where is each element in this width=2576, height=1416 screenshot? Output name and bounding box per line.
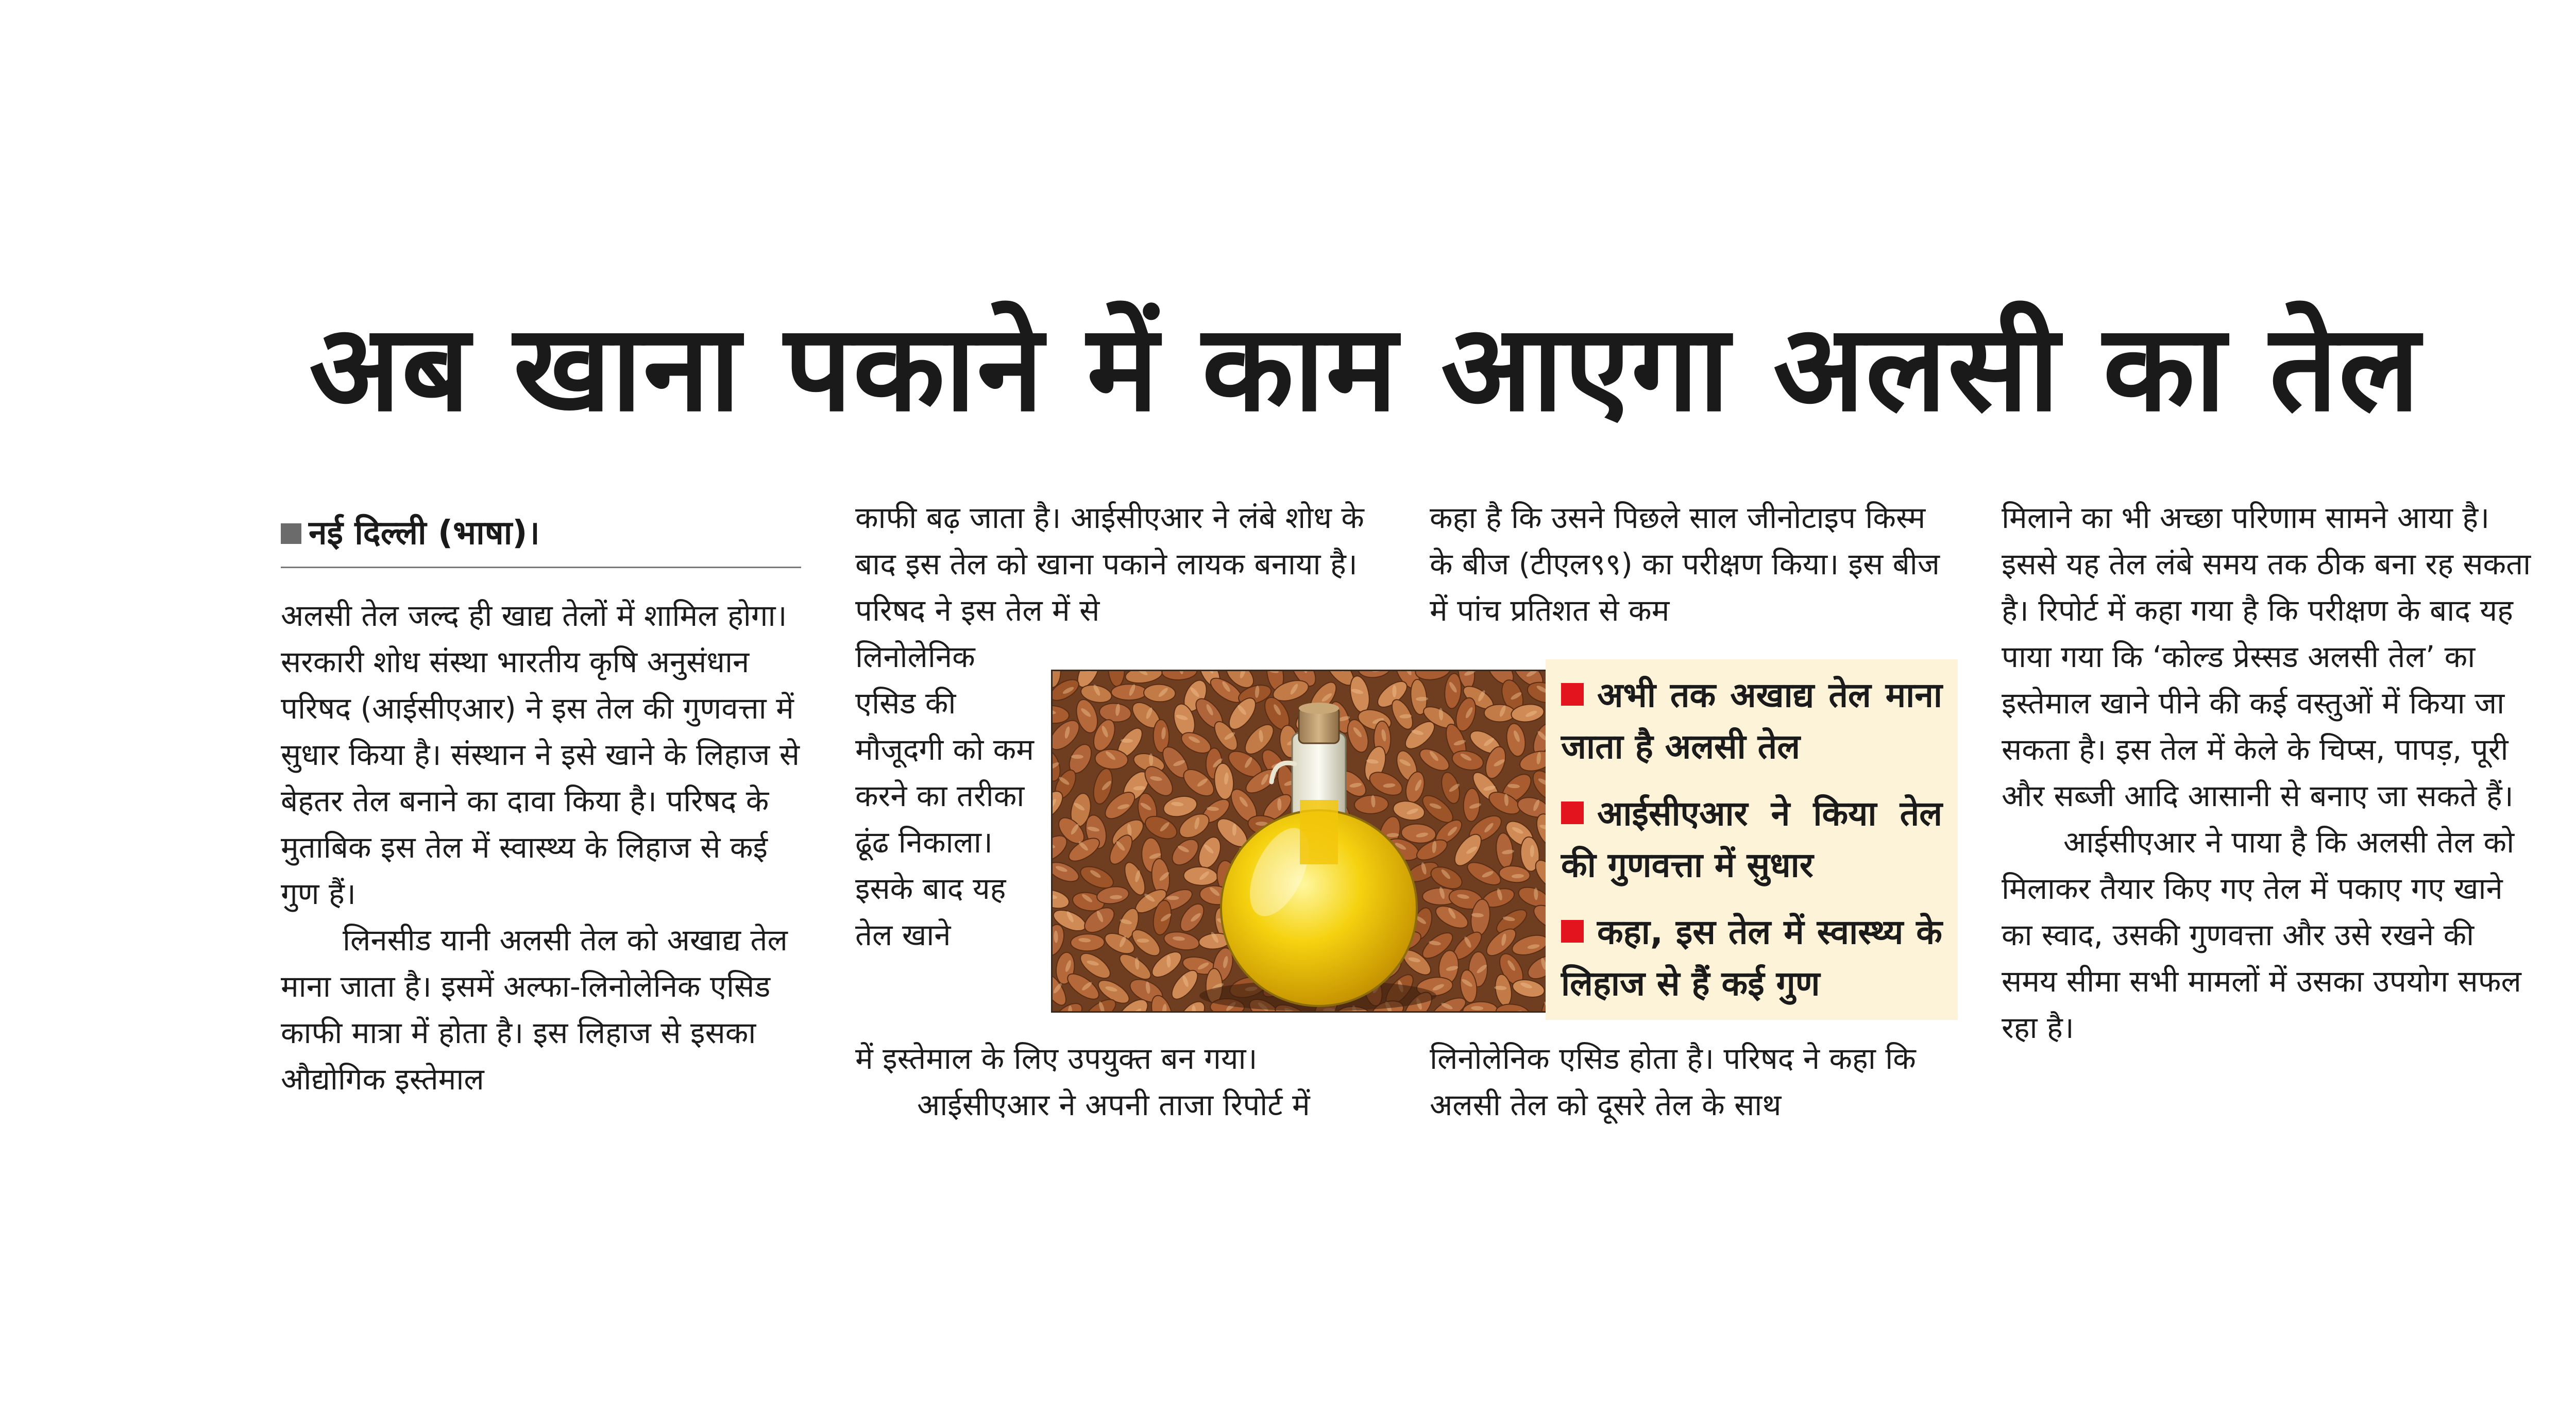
highlight-item-2: [1561, 788, 1942, 891]
highlight-item-3: [1561, 907, 1942, 1010]
column-2-top: [855, 494, 1376, 634]
col4-paragraph-1: मिलाने का भी अच्छा परिणाम सामने आया है। इससे यह तेल लंबे समय तक ठीक बना रह सकता है। रिपोर्ट में कहा गया है कि परीक्षण के बाद यह पाया गया कि ‘कोल्ड प्रेस्सड अलसी तेल’ का इस्तेमाल खाने पीने की कई वस्तुओं में किया जा सकता है। इस तेल में केले के चिप्स, पापड़, पूरी और सब्जी आदि आसानी से बनाए जा सकते हैं।: [2002, 500, 2531, 813]
column-2-bottom: [855, 1035, 1376, 1128]
highlights-box: [1546, 659, 1958, 1020]
column-1: [281, 592, 801, 1102]
col2-paragraph-2: आईसीएआर ने अपनी ताजा रिपोर्ट में: [917, 1087, 1310, 1122]
col2-text-bottom: में इस्तेमाल के लिए उपयुक्त बन गया।: [855, 1041, 1258, 1076]
col2-text-narrow: लिनोलेनिक एसिड की मौजूदगी को कम करने का तरीका ढूंढ निकाला। इसके बाद यह तेल खाने: [855, 639, 1034, 952]
headline: अब खाना पकाने में काम आएगा अलसी का तेल: [309, 299, 2421, 438]
column-4: [2002, 494, 2532, 1051]
highlight-item-1: [1561, 670, 1942, 773]
flaxseed-oil-photo: [1051, 670, 1549, 1013]
dateline: [281, 510, 796, 556]
highlight-text-1: अभी तक अखाद्य तेल माना जाता है अलसी तेल: [1561, 675, 1942, 766]
highlight-text-2: आईसीएआर ने किया तेल की गुणवत्ता में सुधार: [1561, 794, 1942, 885]
col4-paragraph-2: आईसीएआर ने पाया है कि अलसी तेल को मिलाकर तैयार किए गए तेल में पकाए गए खाने का स्वाद, उसकी गुणवत्ता और उसे रखने की समय सीमा सभी मामलों में उसका उपयोग सफल रहा है।: [2002, 825, 2521, 1045]
col2-text-top: काफी बढ़ जाता है। आईसीएआर ने लंबे शोध के बाद इस तेल को खाना पकाने लायक बनाया है। परिषद ने इस तेल में से: [855, 500, 1364, 628]
red-square-bullet-icon: [1561, 920, 1584, 943]
highlight-text-3: कहा, इस तेल में स्वास्थ्य के लिहाज से हैं कई गुण: [1561, 912, 1942, 1003]
column-3-top: [1430, 494, 1945, 634]
red-square-bullet-icon: [1561, 801, 1584, 824]
column-3-bottom: [1430, 1035, 1945, 1128]
col3-text-bottom: लिनोलेनिक एसिड होता है। परिषद ने कहा कि अलसी तेल को दूसरे तेल के साथ: [1430, 1041, 1916, 1122]
dateline-rule: [281, 567, 801, 568]
col1-paragraph-2: लिनसीड यानी अलसी तेल को अखाद्य तेल माना जाता है। इसमें अल्फा-लिनोलेनिक एसिड काफी मात्रा में होता है। इस लिहाज से इसका औद्योगिक इस्तेमाल: [281, 923, 788, 1097]
col3-text-top: कहा है कि उसने पिछले साल जीनोटाइप किस्म के बीज (टीएल९९) का परीक्षण किया। इस बीज में पांच प्रतिशत से कम: [1430, 500, 1940, 628]
col1-paragraph-1: अलसी तेल जल्द ही खाद्य तेलों में शामिल होगा। सरकारी शोध संस्था भारतीय कृषि अनुसंधान परिषद (आईसीएआर) ने इस तेल की गुणवत्ता में सुधार किया है। संस्थान ने इसे खाने के लिहाज से बेहतर तेल बनाने का दावा किया है। परिषद के मुताबिक इस तेल में स्वास्थ्य के लिहाज से कई गुण हैं।: [281, 598, 800, 911]
square-bullet-icon: [281, 523, 301, 544]
column-2-narrow: [855, 634, 1036, 958]
dateline-text: नई दिल्ली (भाषा)।: [309, 514, 540, 552]
red-square-bullet-icon: [1561, 683, 1584, 706]
